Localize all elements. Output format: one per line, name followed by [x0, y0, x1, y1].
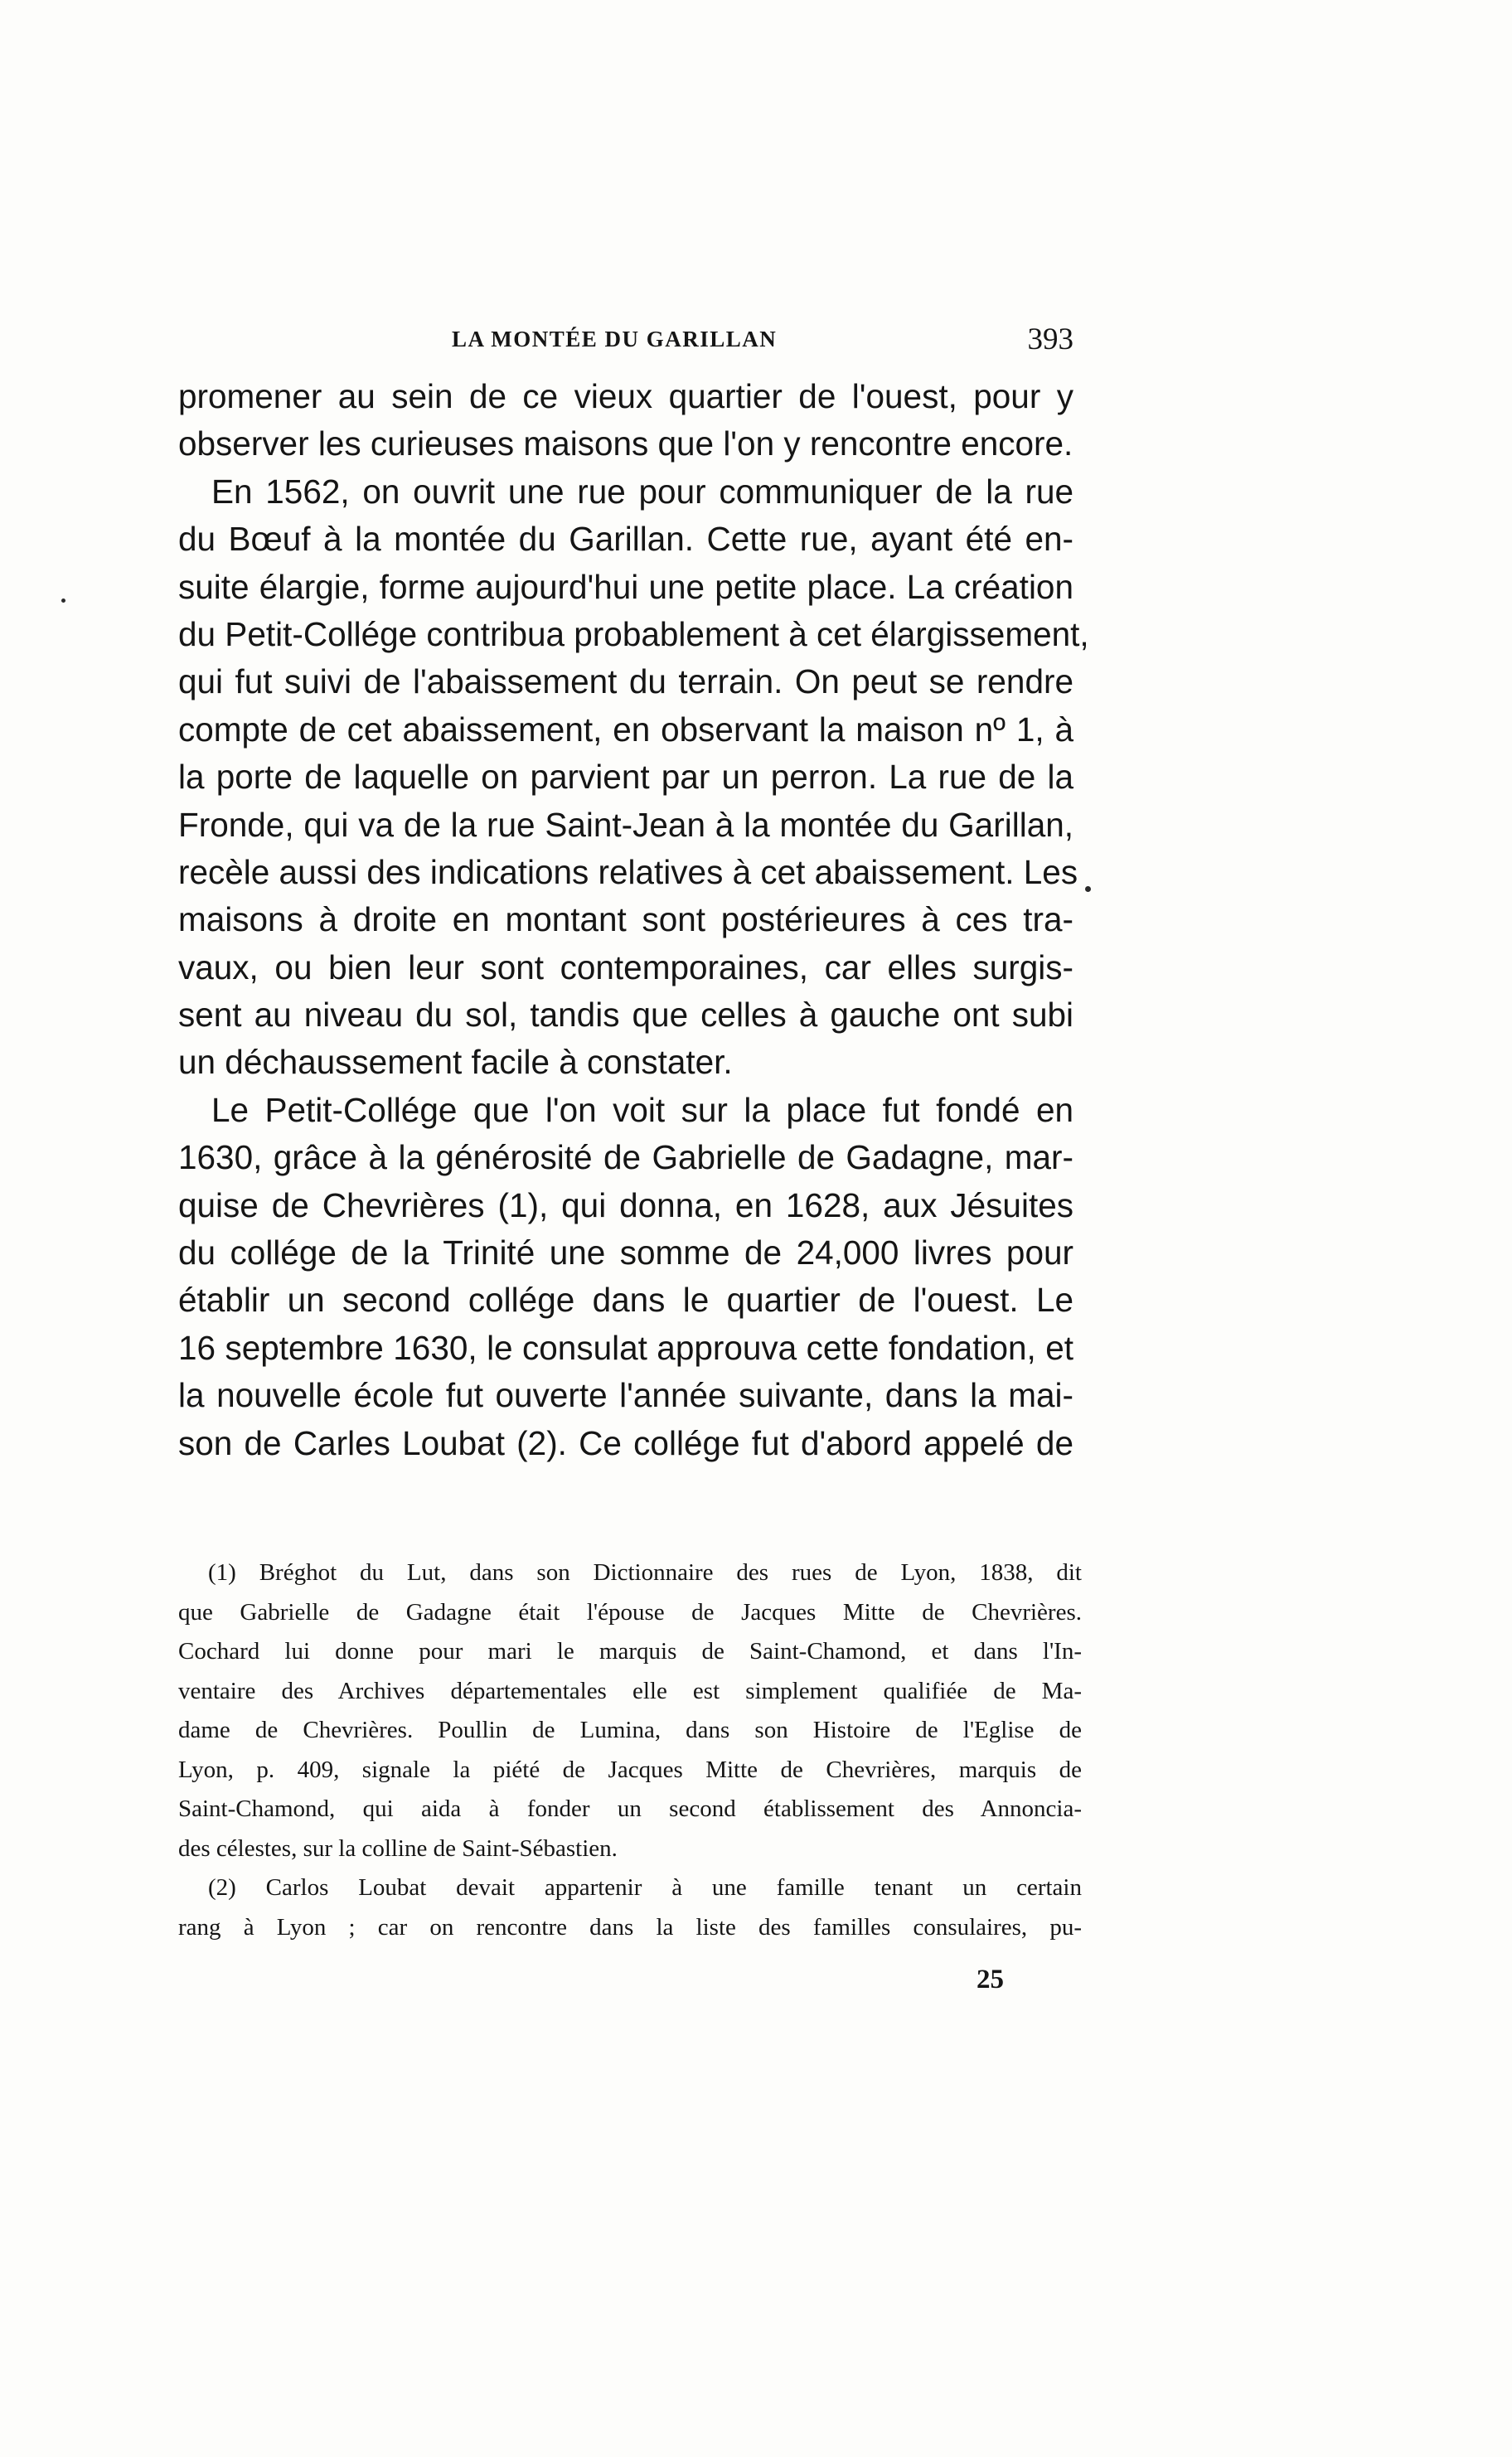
body-line: 1630, grâce à la générosité de Gabrielle de Gadagne, mar- — [178, 1138, 1073, 1177]
body-line: observer les curieuses maisons que l'on y rencontre encore. — [178, 424, 1073, 463]
body-line: du Bœuf à la montée du Garillan. Cette rue, ayant été en- — [178, 520, 1073, 559]
footnote-line: dame de Chevrières. Poullin de Lumina, dans son Histoire de l'Eglise de — [178, 1717, 1082, 1743]
body-line: Fronde, qui va de la rue Saint-Jean à la montée du Garillan, — [178, 805, 1073, 844]
body-line: Le Petit-Collége que l'on voit sur la place fut fondé en — [211, 1090, 1073, 1129]
body-line: du Petit-Collége contribua probablement à cet élargissement, — [178, 614, 1089, 653]
page-number: 393 — [1027, 322, 1073, 356]
signature-mark: 25 — [976, 1965, 1004, 1994]
body-line: la porte de laquelle on parvient par un perron. La rue de la — [178, 758, 1073, 797]
footnote-line: (1) Bréghot du Lut, dans son Dictionnaire des rues de Lyon, 1838, dit — [208, 1559, 1082, 1586]
footnote-line: (2) Carlos Loubat devait appartenir à une famille tenant un certain — [208, 1874, 1082, 1901]
body-line: En 1562, on ouvrit une rue pour communiquer de la rue — [211, 472, 1073, 511]
body-line: suite élargie, forme aujourd'hui une petite place. La création — [178, 567, 1073, 606]
running-head — [178, 322, 1082, 361]
body-text — [178, 373, 1089, 1467]
running-title: LA MONTÉE DU GARILLAN — [452, 327, 778, 351]
body-line: du collége de la Trinité une somme de 24,000 livres pour — [178, 1233, 1073, 1272]
body-line: 16 septembre 1630, le consulat approuva cette fondation, et — [178, 1328, 1073, 1367]
body-line: son de Carles Loubat (2). Ce collége fut d'abord appelé de — [178, 1423, 1073, 1462]
body-line: qui fut suivi de l'abaissement du terrain. On peut se rendre — [178, 662, 1073, 701]
footnote-line: Lyon, p. 409, signale la piété de Jacques Mitte de Chevrières, marquis de — [178, 1756, 1082, 1783]
body-line: maisons à droite en montant sont postérieures à ces tra- — [178, 900, 1073, 939]
body-line: promener au sein de ce vieux quartier de l'ouest, pour y — [178, 377, 1073, 415]
body-line: sent au niveau du sol, tandis que celles à gauche ont subi — [178, 996, 1073, 1035]
ink-speck — [1085, 886, 1091, 892]
footnote-line: rang à Lyon ; car on rencontre dans la liste des familles consulaires, pu- — [178, 1913, 1082, 1941]
body-line: compte de cet abaissement, en observant la maison nº 1, à — [178, 710, 1073, 749]
body-line: recèle aussi des indications relatives à cet abaissement. Les — [178, 852, 1078, 891]
footnotes — [178, 1553, 1082, 1947]
footnote-line: Cochard lui donne pour mari le marquis de Saint-Chamond, et dans l'In- — [178, 1638, 1082, 1665]
footnote-line: Saint-Chamond, qui aida à fonder un second établissement des Annoncia- — [178, 1796, 1082, 1822]
footnote-line: ventaire des Archives départementales elle est simplement qualifiée de Ma- — [178, 1677, 1082, 1704]
body-line: un déchaussement facile à constater. — [178, 1043, 733, 1082]
body-line: vaux, ou bien leur sont contemporaines, car elles surgis- — [178, 947, 1073, 986]
ink-speck — [61, 598, 65, 603]
body-line: la nouvelle école fut ouverte l'année suivante, dans la mai- — [178, 1376, 1073, 1415]
footnote-line: que Gabrielle de Gadagne était l'épouse de Jacques Mitte de Chevrières. — [178, 1598, 1082, 1626]
body-line: quise de Chevrières (1), qui donna, en 1628, aux Jésuites — [178, 1185, 1073, 1224]
body-line: établir un second collége dans le quartier de l'ouest. Le — [178, 1281, 1073, 1320]
footnote-line: des célestes, sur la colline de Saint-Sébastien. — [178, 1834, 618, 1862]
